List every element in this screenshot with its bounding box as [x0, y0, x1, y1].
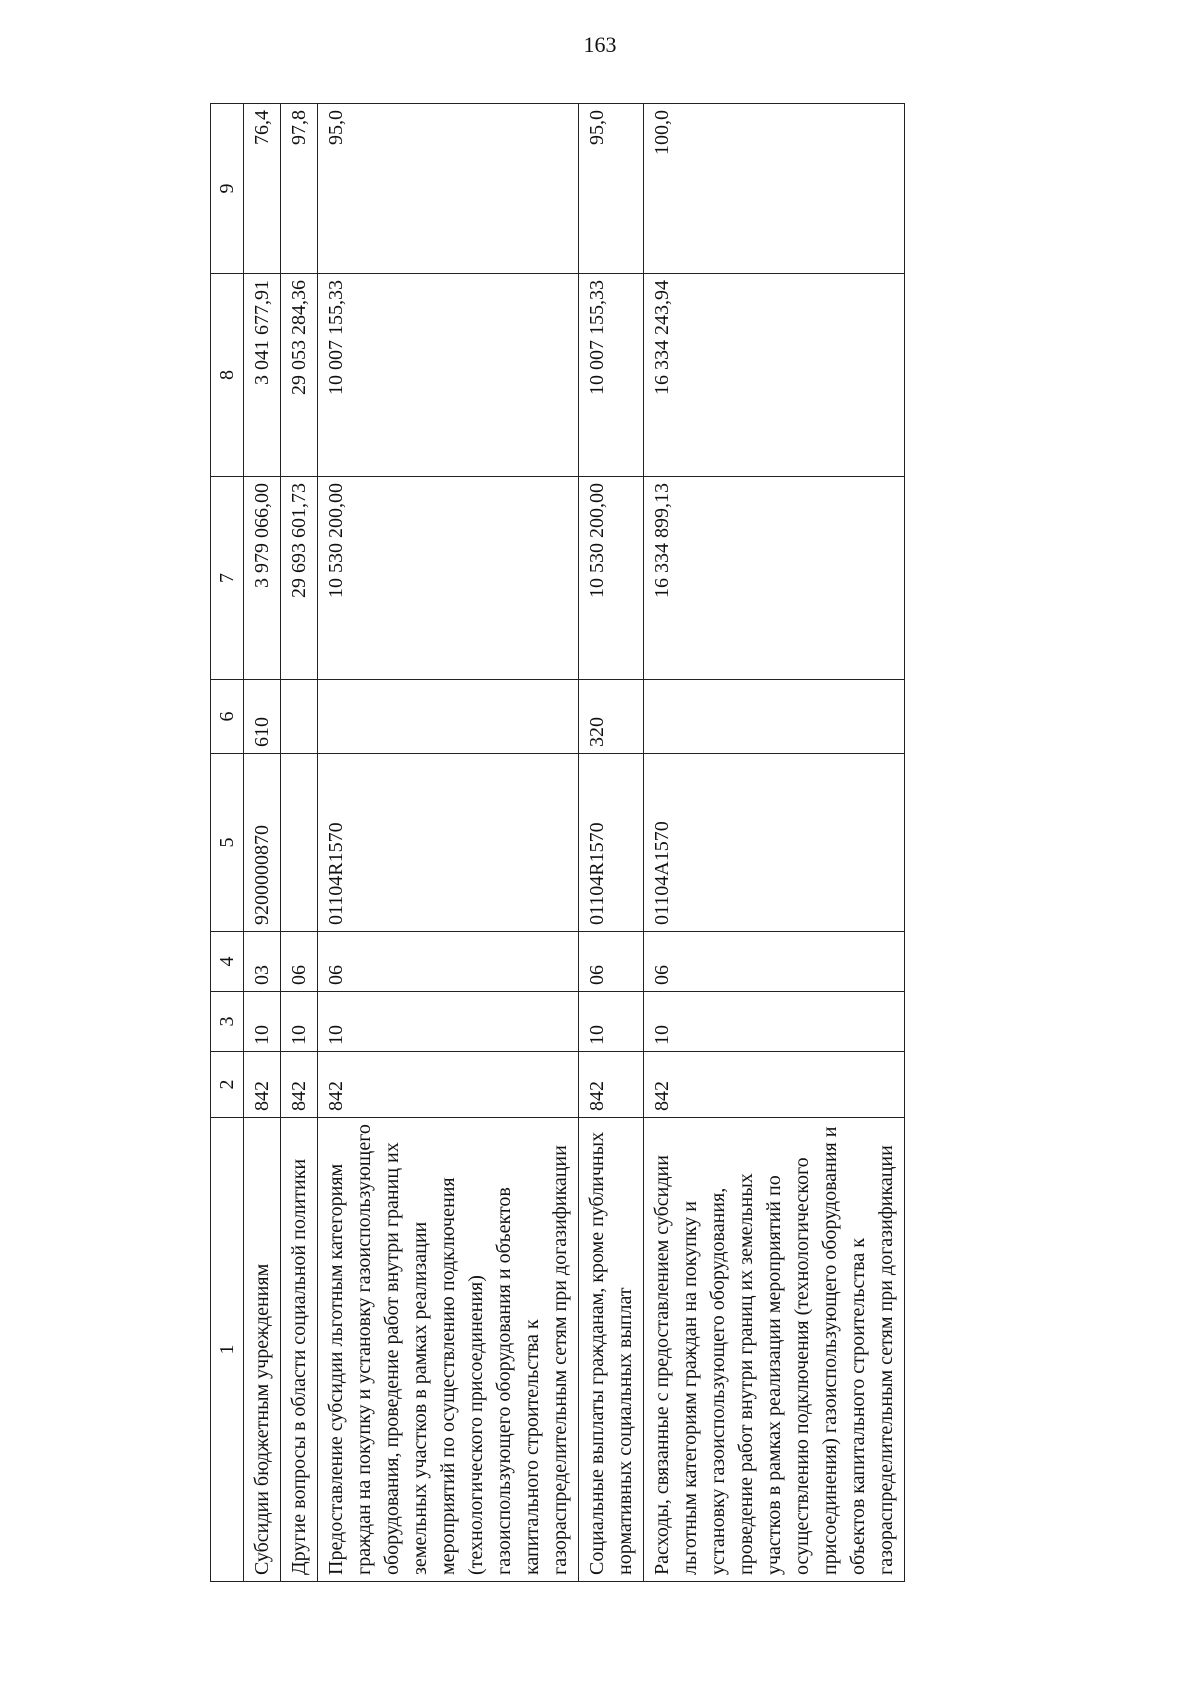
column-header: 7: [211, 477, 244, 680]
column-header: 8: [211, 274, 244, 477]
row-description: Расходы, связанные с предоставлением субсидии льготным категориям граждан на покупку и установку газоиспользующего оборудования, проведение работ внутри границ их земельных участков в рамках реализации мероприятий по осуществлению подключения (технологического присоединения) газоиспользующего оборудования и объектов капитального строительства к газораспределительным сетям при догазификации: [644, 1118, 905, 1582]
execution-percent: 97,8: [281, 104, 318, 274]
department-code: 842: [281, 1052, 318, 1118]
planned-amount: 10 530 200,00: [318, 477, 579, 680]
section-code: 10: [579, 992, 644, 1052]
target-article-code: 9200000870: [244, 754, 281, 932]
column-header: 4: [211, 932, 244, 992]
column-header: 3: [211, 992, 244, 1052]
expense-type-code: [318, 680, 579, 754]
execution-percent: 95,0: [579, 104, 644, 274]
section-code: 10: [244, 992, 281, 1052]
column-header: 9: [211, 104, 244, 274]
subsection-code: 06: [644, 932, 905, 992]
department-code: 842: [579, 1052, 644, 1118]
row-description: Субсидии бюджетным учреждениям: [244, 1118, 281, 1582]
target-article-code: 01104R1570: [579, 754, 644, 932]
department-code: 842: [318, 1052, 579, 1118]
section-code: 10: [318, 992, 579, 1052]
executed-amount: 16 334 243,94: [644, 274, 905, 477]
section-code: 10: [281, 992, 318, 1052]
table-row: [281, 104, 318, 1582]
rotated-table-container: [210, 104, 1110, 1582]
header-row: [211, 104, 244, 1582]
column-header: 5: [211, 754, 244, 932]
target-article-code: 01104A1570: [644, 754, 905, 932]
section-code: 10: [644, 992, 905, 1052]
planned-amount: 3 979 066,00: [244, 477, 281, 680]
table-row: [644, 104, 905, 1582]
budget-table: [210, 103, 905, 1582]
department-code: 842: [244, 1052, 281, 1118]
execution-percent: 76,4: [244, 104, 281, 274]
executed-amount: 3 041 677,91: [244, 274, 281, 477]
subsection-code: 06: [318, 932, 579, 992]
executed-amount: 10 007 155,33: [318, 274, 579, 477]
table-row: [244, 104, 281, 1582]
target-article-code: [281, 754, 318, 932]
row-description: Социальные выплаты гражданам, кроме публичных нормативных социальных выплат: [579, 1118, 644, 1582]
planned-amount: 29 693 601,73: [281, 477, 318, 680]
expense-type-code: [644, 680, 905, 754]
subsection-code: 06: [579, 932, 644, 992]
target-article-code: 01104R1570: [318, 754, 579, 932]
table-row: [318, 104, 579, 1582]
planned-amount: 16 334 899,13: [644, 477, 905, 680]
column-header: 6: [211, 680, 244, 754]
subsection-code: 06: [281, 932, 318, 992]
page-number: 163: [583, 32, 617, 57]
column-header: 1: [211, 1118, 244, 1582]
department-code: 842: [644, 1052, 905, 1118]
subsection-code: 03: [244, 932, 281, 992]
row-description: Другие вопросы в области социальной политики: [281, 1118, 318, 1582]
expense-type-code: 320: [579, 680, 644, 754]
execution-percent: 95,0: [318, 104, 579, 274]
executed-amount: 29 053 284,36: [281, 274, 318, 477]
execution-percent: 100,0: [644, 104, 905, 274]
executed-amount: 10 007 155,33: [579, 274, 644, 477]
expense-type-code: [281, 680, 318, 754]
table-row: [579, 104, 644, 1582]
planned-amount: 10 530 200,00: [579, 477, 644, 680]
expense-type-code: 610: [244, 680, 281, 754]
row-description: Предоставление субсидии льготным категориям граждан на покупку и установку газоиспользующего оборудования, проведение работ внутри границ их земельных участков в рамках реализации мероприятий по осуществлению подключения (технологического присоединения) газоиспользующего оборудования и объектов капитального строительства к газораспределительным сетям при догазификации: [318, 1118, 579, 1582]
column-header: 2: [211, 1052, 244, 1118]
